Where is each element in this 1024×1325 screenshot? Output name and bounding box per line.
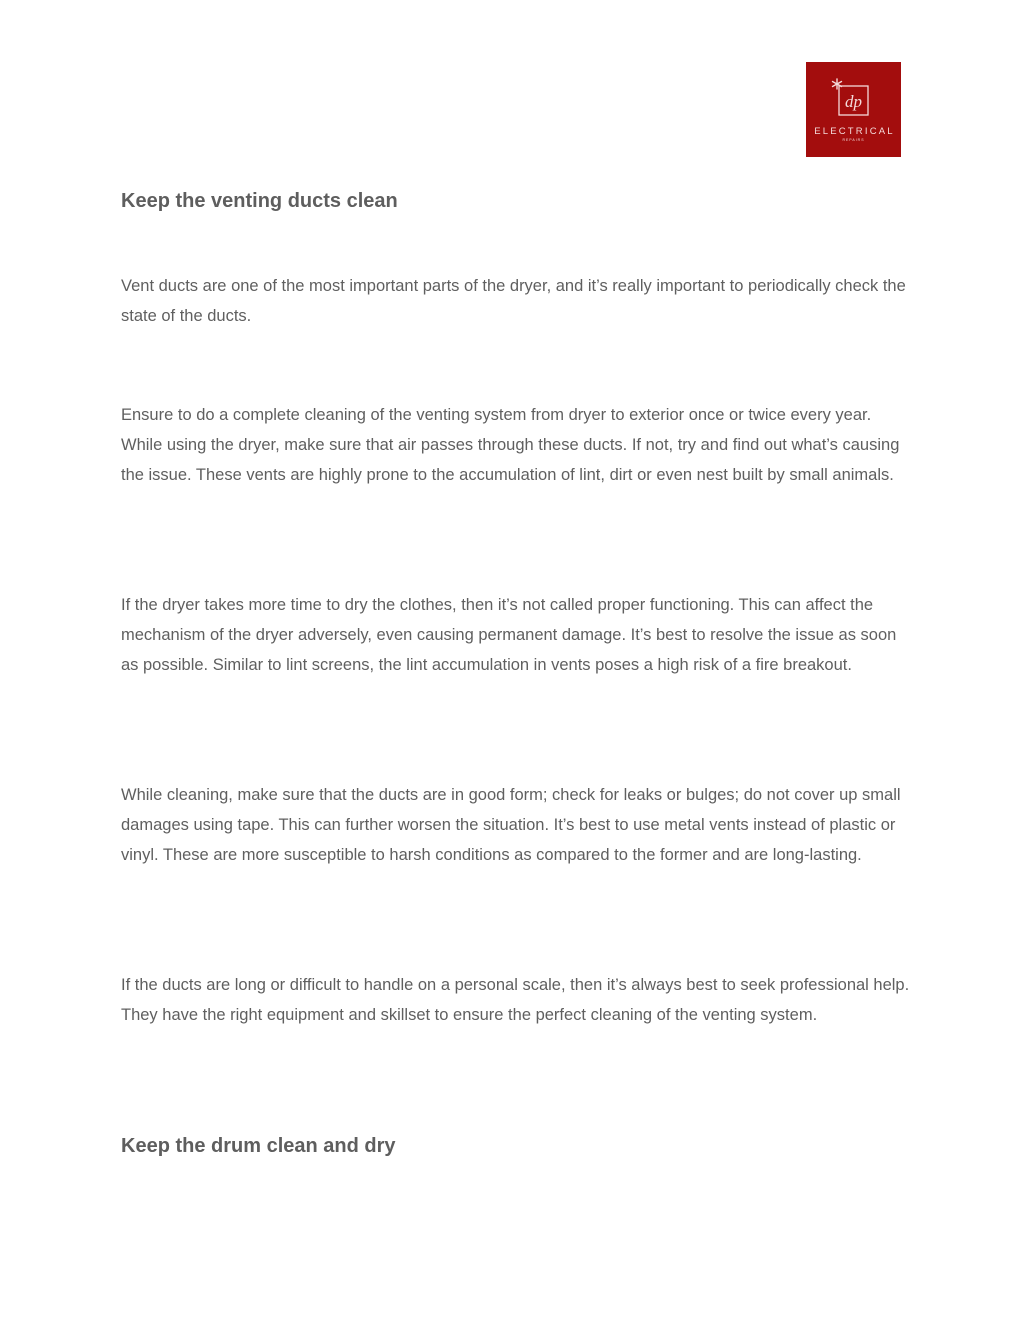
company-logo [806, 62, 901, 157]
paragraph-professional-help: If the ducts are long or difficult to handle on a personal scale, then it’s always best to seek professional help. They have the right equipment and skillset to ensure the perfect cleaning of the venting system. [121, 976, 910, 1025]
paragraph-vent-ducts-intro: Vent ducts are one of the most important parts of the dryer, and it’s really important to periodically check the state of the ducts. [121, 277, 906, 326]
logo-sub-text: REPAIRS [842, 138, 865, 142]
section-heading-drum: Keep the drum clean and dry [121, 1135, 396, 1157]
paragraph-dryer-performance: If the dryer takes more time to dry the clothes, then it’s not called proper functioning. This can affect the mechanism of the dryer adversely, even causing permanent damage. It’s best to resolve the issue as soon as possible. Similar to lint screens, the lint accumulation in vents poses a high risk of a fire breakout. [121, 596, 897, 675]
logo-emblem-icon [806, 62, 901, 157]
paragraph-duct-condition: While cleaning, make sure that the ducts are in good form; check for leaks or bulges; do not cover up small damages using tape. This can further worsen the situation. It’s best to use metal vents instead of plastic or vinyl. These are more susceptible to harsh conditions as compared to the former and are long-lasting. [121, 786, 901, 865]
logo-brand-text: ELECTRICAL [814, 126, 895, 137]
logo-monogram: dp [845, 92, 862, 111]
section-heading-venting: Keep the venting ducts clean [121, 190, 398, 212]
paragraph-cleaning-frequency: Ensure to do a complete cleaning of the venting system from dryer to exterior once or twice every year. While using the dryer, make sure that air passes through these ducts. If not, try and find out what’s causing the issue. These vents are highly prone to the accumulation of lint, dirt or even nest built by small animals. [121, 406, 900, 485]
